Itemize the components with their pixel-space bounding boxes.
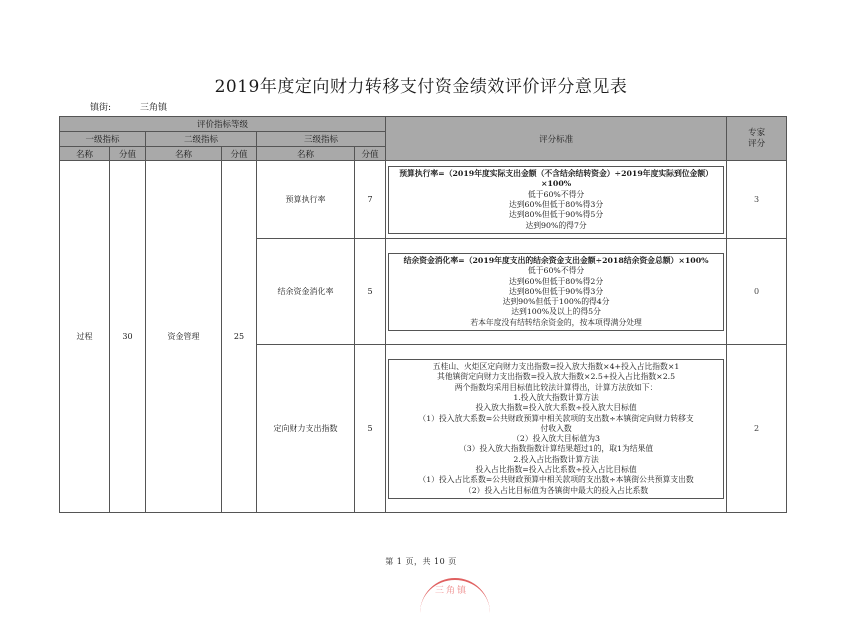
criterion-line: 其他镇街定向财力支出指数=投入放大指数×2.5+投入占比指数×2.5	[437, 372, 676, 382]
town-label: 镇街:	[90, 103, 112, 113]
criterion-line: （2）投入占比目标值为各镇街中最大的投入占比系数	[463, 485, 649, 495]
standard-header: 评分标准	[386, 117, 727, 161]
criterion-line: 五桂山、火炬区定向财力支出指数=投入放大指数×4+投入占比指数×1	[432, 362, 680, 372]
expert-score: 2	[727, 345, 787, 513]
criterion-line: （3）投入放大指数指数计算结果超过1的，取1为结果值	[458, 444, 654, 454]
expert-score: 3	[727, 161, 787, 239]
criterion-line: 两个指数均采用目标值比较法计算得出，计算方法放如下：	[454, 382, 658, 392]
criterion-line: 低于60%不得分	[527, 266, 585, 276]
expert-header-line2: 评分	[748, 138, 766, 149]
criterion-line: 达到100%及以上的得5分	[511, 307, 601, 317]
level3-name-header: 名称	[257, 147, 355, 161]
scoring-standard	[386, 161, 727, 239]
criterion-line: 达到60%但低于80%得3分	[508, 200, 604, 209]
expert-score-header	[727, 117, 787, 161]
criterion-line: 达到80%但低于90%得5分	[508, 210, 604, 220]
criterion-line: 达到90%但低于100%的得4分	[502, 297, 610, 307]
level2-score-header: 分值	[222, 147, 257, 161]
level3-score: 5	[355, 239, 386, 345]
town-value: 三角镇	[140, 103, 168, 113]
table-row	[60, 161, 787, 239]
level3-name: 预算执行率	[257, 161, 355, 239]
level1-name: 过程	[60, 161, 110, 513]
standard-box	[388, 359, 724, 499]
criterion-line: 达到80%但低于90%得3分	[508, 286, 604, 296]
level3-name: 结余资金消化率	[257, 239, 355, 345]
formula-text: 结余资金消化率=（2019年度支出的结余资金支出金额÷2018结余资金总额）×100%	[403, 255, 709, 265]
level3-score: 7	[355, 161, 386, 239]
standard-box	[388, 166, 724, 234]
criterion-line: 投入占比指数=投入占比系数÷投入占比目标值	[475, 465, 637, 475]
level2-header: 二级指标	[146, 132, 257, 147]
criterion-line: 付收入数	[540, 423, 572, 433]
criterion-line: （1）投入占比系数=公共财政预算中相关款项的支出数÷本镇街公共预算支出数	[418, 475, 694, 485]
criterion-line: 达到60%但低于80%得2分	[508, 276, 604, 286]
page-title: 2019年度定向财力转移支付资金绩效评价评分意见表	[214, 77, 628, 97]
expert-header-line1: 专家	[748, 127, 766, 138]
level3-score-header: 分值	[355, 147, 386, 161]
header-row-1	[60, 117, 787, 132]
level1-score-header: 分值	[110, 147, 146, 161]
page-footer: 第 1 页，共 10 页	[385, 557, 457, 566]
expert-score: 0	[727, 239, 787, 345]
evaluation-table	[59, 116, 787, 513]
level2-score: 25	[222, 161, 257, 513]
scoring-standard	[386, 345, 727, 513]
level1-name-header: 名称	[60, 147, 110, 161]
indicator-level-header: 评价指标等级	[60, 117, 386, 132]
scoring-standard	[386, 239, 727, 345]
criterion-line: 2.投入占比指数计算方法	[513, 454, 599, 464]
seal-text: 三角镇	[435, 586, 469, 596]
level3-score: 5	[355, 345, 386, 513]
criterion-line: 低于60%不得分	[527, 189, 585, 199]
criterion-line: 若本年度没有结转结余资金的，按本项得满分处理	[470, 317, 642, 327]
level3-header: 三级指标	[257, 132, 386, 147]
formula-text: 预算执行率=（2019年度实际支出金额（不含结余结转资金）÷2019年度实际到位金额）×100%	[399, 169, 713, 189]
criterion-line: （1）投入放大系数=公共财政预算中相关款项的支出数÷本镇街定向财力转移支	[418, 413, 694, 423]
standard-box	[388, 253, 724, 331]
criterion-line: 投入放大指数=投入放大系数÷投入放大目标值	[475, 403, 637, 413]
criterion-line: 1.投入放大指数计算方法	[513, 392, 599, 402]
criterion-line: （2）投入放大目标值为3	[512, 434, 601, 444]
level1-header: 一级指标	[60, 132, 146, 147]
level2-name-header: 名称	[146, 147, 222, 161]
level3-name: 定向财力支出指数	[257, 345, 355, 513]
level1-score: 30	[110, 161, 146, 513]
level2-name: 资金管理	[146, 161, 222, 513]
criterion-line: 达到90%的得7分	[525, 220, 587, 230]
